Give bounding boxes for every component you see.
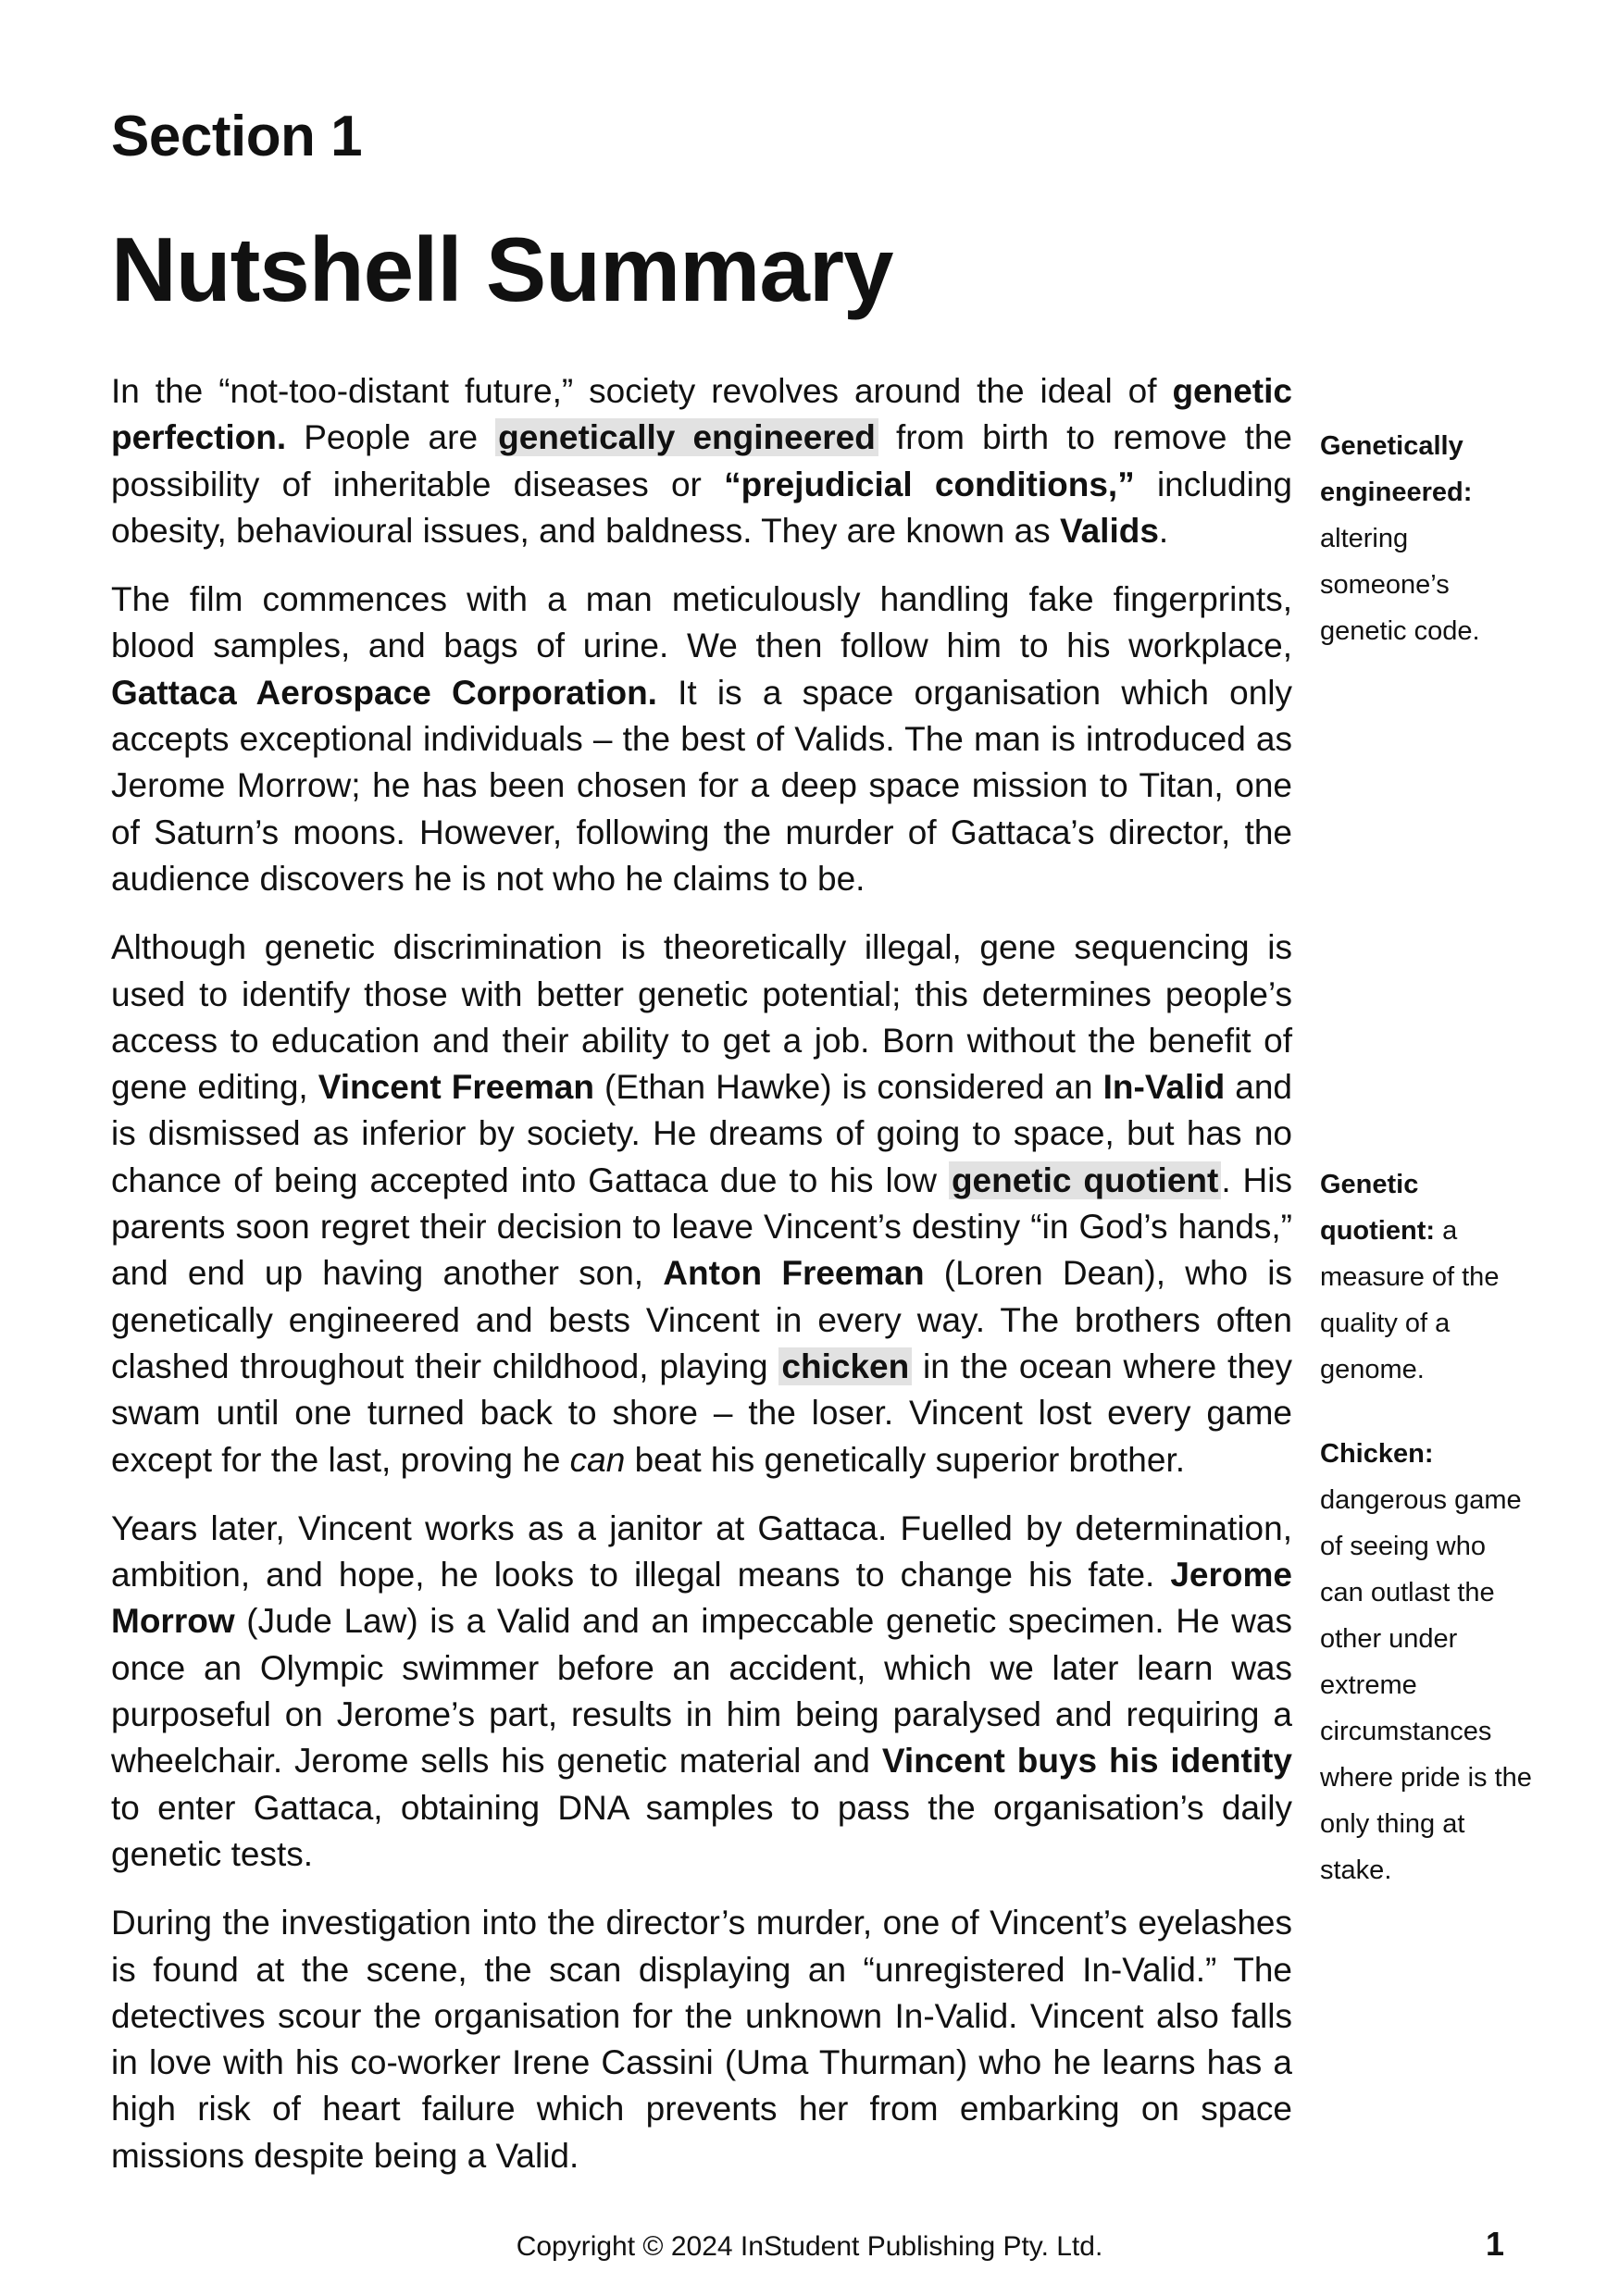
glossary-definition: altering someone’s genetic code.: [1320, 524, 1480, 646]
paragraph-4: [111, 1506, 1292, 1878]
paragraph-5: [111, 1900, 1292, 2179]
copyright-footer: Copyright © 2024 InStudent Publishing Pty. Ltd.: [516, 2231, 1103, 2262]
text-run: In the “not-too-distant future,” society revolves around the ideal of: [111, 372, 1173, 410]
text-run: to enter Gattaca, obtaining DNA samples to pass the organisation’s daily genetic tests.: [111, 1788, 1292, 1873]
text-run: Years later, Vincent works as a janitor at Gattaca. Fuelled by determination, ambition, and hope, he looks to illegal means to change his fate.: [111, 1508, 1292, 1595]
bold-term: Gattaca Aerospace Corporation.: [111, 673, 657, 712]
paragraph-3: [111, 925, 1292, 1483]
bold-term: Anton Freeman: [663, 1254, 925, 1293]
glossary-genetically-engineered: [1320, 423, 1533, 654]
bold-term: In-Valid: [1102, 1068, 1226, 1107]
highlighted-term: genetic quotient: [949, 1161, 1221, 1199]
glossary-term: Chicken:: [1320, 1439, 1434, 1469]
glossary-genetic-quotient: [1320, 1161, 1533, 1393]
text-run: (Loren Dean), who is genetically engineered and bests Vincent in every way. The brothers often clashed throughout their childhood, playing: [111, 1254, 1292, 1385]
text-run: The film commences with a man meticulously handling fake fingerprints, blood samples, and bags of urine. We then follow him to his workplace,: [111, 580, 1292, 665]
paragraph-1: [111, 368, 1292, 554]
page-number: 1: [1486, 2225, 1505, 2263]
glossary-definition: a measure of the quality of a genome.: [1320, 1216, 1500, 1384]
bold-term: “prejudicial conditions,”: [724, 465, 1135, 503]
bold-term: Vincent Freeman: [318, 1068, 594, 1107]
glossary-term: Genetic quotient:: [1320, 1170, 1436, 1246]
text-run: in the ocean where they swam until one turned back to shore – the loser. Vincent lost every game except for the last, proving he: [111, 1347, 1292, 1479]
text-run: Although genetic discrimination is theoretically illegal, gene sequencing is used to identify those with better genetic potential; this determines people’s access to education and their ability to get a job. Born without the benefit of gene editing,: [111, 928, 1292, 1107]
text-run: beat his genetically superior brother.: [625, 1440, 1186, 1479]
text-run: . His parents soon regret their decision to leave Vincent’s destiny “in God’s hands,” and end up having another son,: [111, 1160, 1292, 1293]
glossary-definition: dangerous game of seeing who can outlast the other under extreme circumstances where pride is the only thing at stake.: [1320, 1485, 1532, 1885]
text-run: (Jude Law) is a Valid and an impeccable genetic specimen. He was once an Olympic swimmer before an accident, which we later learn was purposeful on Jerome’s part, results in him being paralysed and requiring a wheelchair. Jerome sells his genetic material and: [111, 1602, 1292, 1781]
highlighted-term: genetically engineered: [495, 418, 878, 456]
highlighted-term: chicken: [778, 1347, 912, 1385]
text-run: .: [1158, 511, 1169, 550]
bold-term: genetic perfection.: [111, 372, 1292, 457]
paragraph-2: [111, 577, 1292, 902]
bold-term: Jerome Morrow: [111, 1556, 1292, 1641]
text-run: including obesity, behavioural issues, and baldness. They are known as: [111, 465, 1293, 550]
page-title: Nutshell Summary: [111, 218, 893, 320]
text-run: During the investigation into the director’s murder, one of Vincent’s eyelashes is found at the scene, the scan displaying an “unregistered In-Valid.” The detectives scour the organisation for the unknown In-Valid. Vincent also falls in love with his co-worker Irene Cassini (Uma Thurman) who he learns has a high risk of heart failure which prevents her from embarking on space missions despite being a Valid.: [111, 1904, 1292, 2175]
text-run: People are: [286, 418, 496, 457]
text-run: It is a space organisation which only accepts exceptional individuals – the best of Valids. The man is introduced as Jerome Morrow; he has been chosen for a deep space mission to Titan, one of Saturn’s moons. However, following the murder of Gattaca’s director, the audience discovers he is not who he claims to be.: [111, 673, 1292, 898]
summary-body: [111, 368, 1292, 2179]
bold-term: Vincent buys his identity: [881, 1742, 1292, 1781]
text-run: and is dismissed as inferior by society. He dreams of going to space, but has no chance of being accepted into Gattaca due to his low: [111, 1068, 1293, 1199]
text-run: (Ethan Hawke) is considered an: [594, 1068, 1103, 1107]
glossary-term: Genetically engineered:: [1320, 431, 1473, 507]
bold-term: Valids: [1059, 511, 1159, 550]
emphasis-text: can: [569, 1440, 626, 1479]
text-run: from birth to remove the possibility of inheritable diseases or: [111, 418, 1292, 503]
section-label: Section 1: [111, 105, 363, 168]
glossary-chicken: [1320, 1431, 1533, 1893]
